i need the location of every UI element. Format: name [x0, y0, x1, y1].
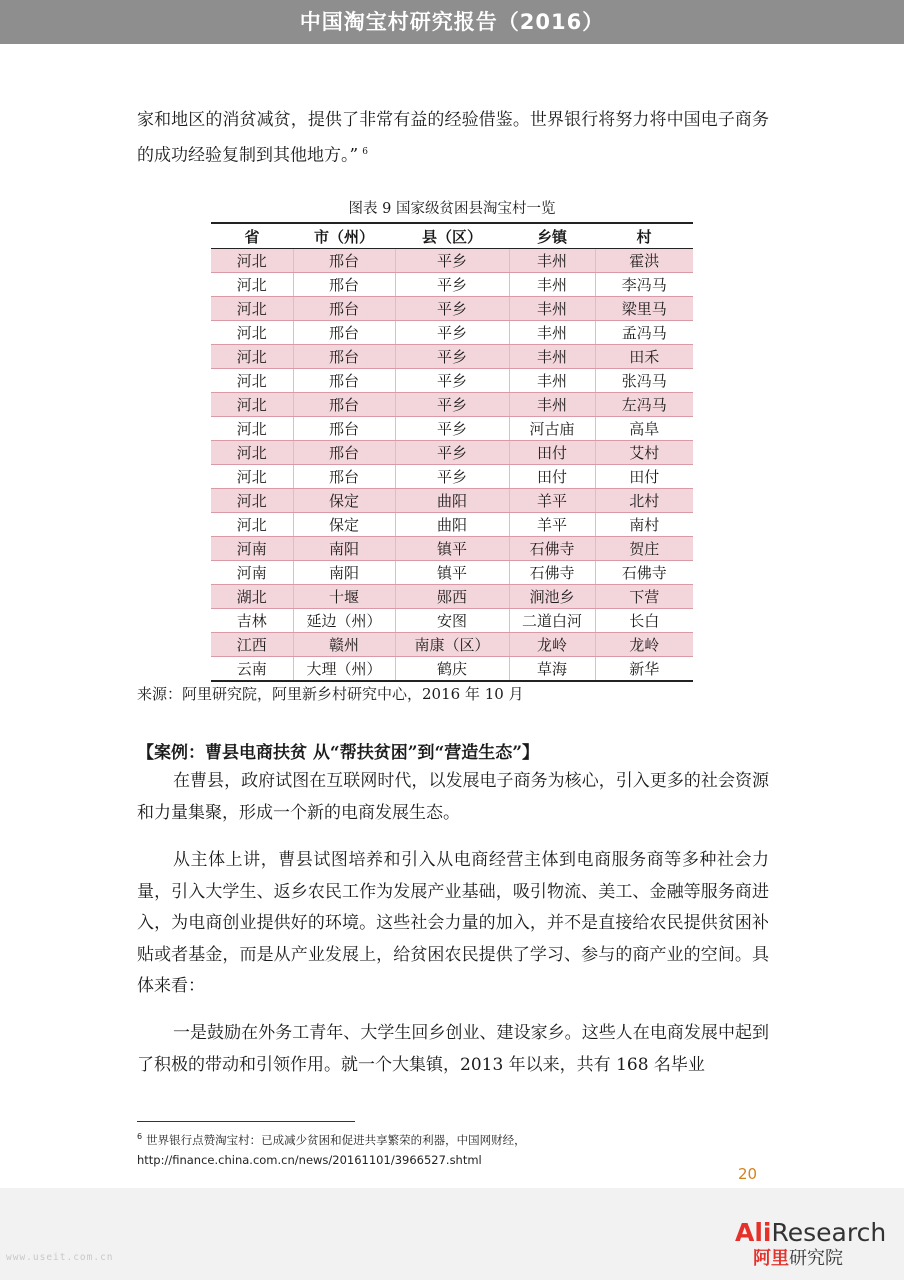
footnote-text: 世界银行点赞淘宝村：已成减少贫困和促进共享繁荣的利器，中国网财经，	[146, 1132, 526, 1147]
cell-town: 丰州	[509, 249, 595, 273]
cell-province: 河北	[211, 249, 293, 273]
cell-province: 河北	[211, 417, 293, 441]
cell-county: 镇平	[395, 537, 509, 561]
footnote-number: 6	[137, 1132, 143, 1141]
cell-city: 邢台	[293, 369, 395, 393]
table-row	[211, 393, 693, 417]
cell-city: 赣州	[293, 633, 395, 657]
cell-county: 曲阳	[395, 489, 509, 513]
cell-town: 田付	[509, 465, 595, 489]
intro-paragraph	[137, 105, 769, 172]
cell-province: 湖北	[211, 585, 293, 609]
case-paragraph-3: 一是鼓励在外务工青年、大学生回乡创业、建设家乡。这些人在电商发展中起到了积极的带动和引领作用。就一个大集镇，2013 年以来，共有 168 名毕业	[137, 1023, 769, 1075]
aliresearch-logo	[735, 1218, 903, 1278]
cell-city: 南阳	[293, 561, 395, 585]
table-row	[211, 537, 693, 561]
case-title: 【案例：曹县电商扶贫 从“帮扶贫困”到“营造生态”】	[137, 743, 540, 763]
footnote-divider	[137, 1121, 355, 1122]
cell-village: 龙岭	[595, 633, 693, 657]
cell-province: 吉林	[211, 609, 293, 633]
cell-city: 邢台	[293, 465, 395, 489]
logo-chinese	[753, 1248, 843, 1270]
cell-county: 镇平	[395, 561, 509, 585]
cell-province: 河北	[211, 369, 293, 393]
logo-cn-red: 阿里	[753, 1248, 789, 1269]
table-row	[211, 561, 693, 585]
cell-town: 涧池乡	[509, 585, 595, 609]
cell-city: 邢台	[293, 441, 395, 465]
cell-province: 河南	[211, 537, 293, 561]
cell-town: 丰州	[509, 345, 595, 369]
cell-town: 丰州	[509, 369, 595, 393]
cell-village: 长白	[595, 609, 693, 633]
table-row	[211, 465, 693, 489]
cell-city: 邢台	[293, 321, 395, 345]
cell-city: 邢台	[293, 393, 395, 417]
cell-city: 十堰	[293, 585, 395, 609]
footnote-url[interactable]: http://finance.china.com.cn/news/20161101/3966527.shtml	[137, 1152, 482, 1167]
cell-town: 龙岭	[509, 633, 595, 657]
cell-province: 河北	[211, 393, 293, 417]
header-province: 省	[211, 223, 293, 249]
cell-town: 石佛寺	[509, 537, 595, 561]
cell-province: 河北	[211, 441, 293, 465]
cell-city: 邢台	[293, 417, 395, 441]
cell-town: 二道白河	[509, 609, 595, 633]
cell-county: 平乡	[395, 273, 509, 297]
cell-city: 邢台	[293, 273, 395, 297]
cell-town: 羊平	[509, 489, 595, 513]
cell-village: 李冯马	[595, 273, 693, 297]
cell-county: 平乡	[395, 417, 509, 441]
cell-village: 新华	[595, 657, 693, 682]
cell-village: 张冯马	[595, 369, 693, 393]
cell-village: 田禾	[595, 345, 693, 369]
cell-town: 羊平	[509, 513, 595, 537]
cell-town: 草海	[509, 657, 595, 682]
watermark: www.useit.com.cn	[6, 1252, 114, 1263]
table-row	[211, 249, 693, 273]
cell-city: 延边（州）	[293, 609, 395, 633]
table-row	[211, 633, 693, 657]
table-header-row	[211, 223, 693, 249]
cell-county: 郧西	[395, 585, 509, 609]
cell-city: 邢台	[293, 297, 395, 321]
cell-province: 云南	[211, 657, 293, 682]
case-paragraph-2: 从主体上讲，曹县试图培养和引入从电商经营主体到电商服务商等多种社会力量，引入大学生、返乡农民工作为发展产业基础，吸引物流、美工、金融等服务商进入，为电商创业提供好的环境。这些社会力量的加入，并不是直接给农民提供贫困补贴或者基金，而是从产业发展上，给贫困农民提供了学习、参与的商产业的空间。具体来看：	[137, 850, 769, 996]
logo-en-rest: Research	[771, 1218, 887, 1247]
cell-village: 南村	[595, 513, 693, 537]
table-row	[211, 489, 693, 513]
cell-county: 平乡	[395, 345, 509, 369]
table-caption: 图表 9 国家级贫困县淘宝村一览	[348, 201, 556, 217]
cell-province: 河北	[211, 297, 293, 321]
cell-province: 河北	[211, 345, 293, 369]
cell-village: 霍洪	[595, 249, 693, 273]
cell-town: 丰州	[509, 393, 595, 417]
table-row	[211, 657, 693, 682]
cell-province: 河北	[211, 465, 293, 489]
cell-town: 石佛寺	[509, 561, 595, 585]
cell-province: 河南	[211, 561, 293, 585]
cell-village: 田付	[595, 465, 693, 489]
cell-county: 平乡	[395, 393, 509, 417]
cell-town: 田付	[509, 441, 595, 465]
case-paragraph-1: 在曹县，政府试图在互联网时代，以发展电子商务为核心，引入更多的社会资源和力量集聚，形成一个新的电商发展生态。	[137, 771, 769, 823]
cell-city: 保定	[293, 489, 395, 513]
cell-village: 梁里马	[595, 297, 693, 321]
cell-city: 南阳	[293, 537, 395, 561]
page-number: 20	[738, 1165, 758, 1183]
cell-county: 平乡	[395, 321, 509, 345]
header-city: 市（州）	[293, 223, 395, 249]
poverty-county-taobao-village-table	[211, 222, 693, 682]
cell-county: 平乡	[395, 369, 509, 393]
cell-town: 河古庙	[509, 417, 595, 441]
table-row	[211, 609, 693, 633]
table-row	[211, 345, 693, 369]
cell-village: 左冯马	[595, 393, 693, 417]
intro-text: 家和地区的消贫减贫，提供了非常有益的经验借鉴。世界银行将努力将中国电子商务的成功经验复制到其他地方。”	[137, 110, 769, 166]
header-town: 乡镇	[509, 223, 595, 249]
cell-province: 河北	[211, 321, 293, 345]
footnote-ref[interactable]: 6	[362, 146, 368, 157]
cell-village: 高阜	[595, 417, 693, 441]
cell-village: 下营	[595, 585, 693, 609]
table-source: 来源：阿里研究院，阿里新乡村研究中心，2016 年 10 月	[137, 685, 524, 703]
cell-county: 曲阳	[395, 513, 509, 537]
header-village: 村	[595, 223, 693, 249]
cell-city: 邢台	[293, 345, 395, 369]
cell-town: 丰州	[509, 297, 595, 321]
cell-province: 河北	[211, 513, 293, 537]
cell-village: 孟冯马	[595, 321, 693, 345]
table-row	[211, 273, 693, 297]
cell-city: 大理（州）	[293, 657, 395, 682]
table-row	[211, 585, 693, 609]
header-county: 县（区）	[395, 223, 509, 249]
table-row	[211, 441, 693, 465]
table-row	[211, 417, 693, 441]
table-row	[211, 321, 693, 345]
cell-county: 南康（区）	[395, 633, 509, 657]
footnote	[137, 1127, 777, 1170]
cell-county: 安图	[395, 609, 509, 633]
table-row	[211, 369, 693, 393]
cell-county: 平乡	[395, 441, 509, 465]
cell-county: 平乡	[395, 249, 509, 273]
logo-english	[735, 1218, 886, 1248]
cell-village: 贺庄	[595, 537, 693, 561]
cell-village: 石佛寺	[595, 561, 693, 585]
cell-village: 艾村	[595, 441, 693, 465]
cell-town: 丰州	[509, 321, 595, 345]
logo-en-red: Ali	[735, 1218, 772, 1247]
cell-county: 平乡	[395, 297, 509, 321]
cell-county: 平乡	[395, 465, 509, 489]
table-row	[211, 297, 693, 321]
table-row	[211, 513, 693, 537]
table-body	[211, 249, 693, 682]
report-header: 中国淘宝村研究报告（2016）	[0, 0, 904, 44]
cell-province: 江西	[211, 633, 293, 657]
cell-city: 保定	[293, 513, 395, 537]
logo-cn-rest: 研究院	[789, 1248, 843, 1269]
cell-city: 邢台	[293, 249, 395, 273]
cell-province: 河北	[211, 273, 293, 297]
cell-town: 丰州	[509, 273, 595, 297]
cell-village: 北村	[595, 489, 693, 513]
cell-county: 鹤庆	[395, 657, 509, 682]
cell-province: 河北	[211, 489, 293, 513]
